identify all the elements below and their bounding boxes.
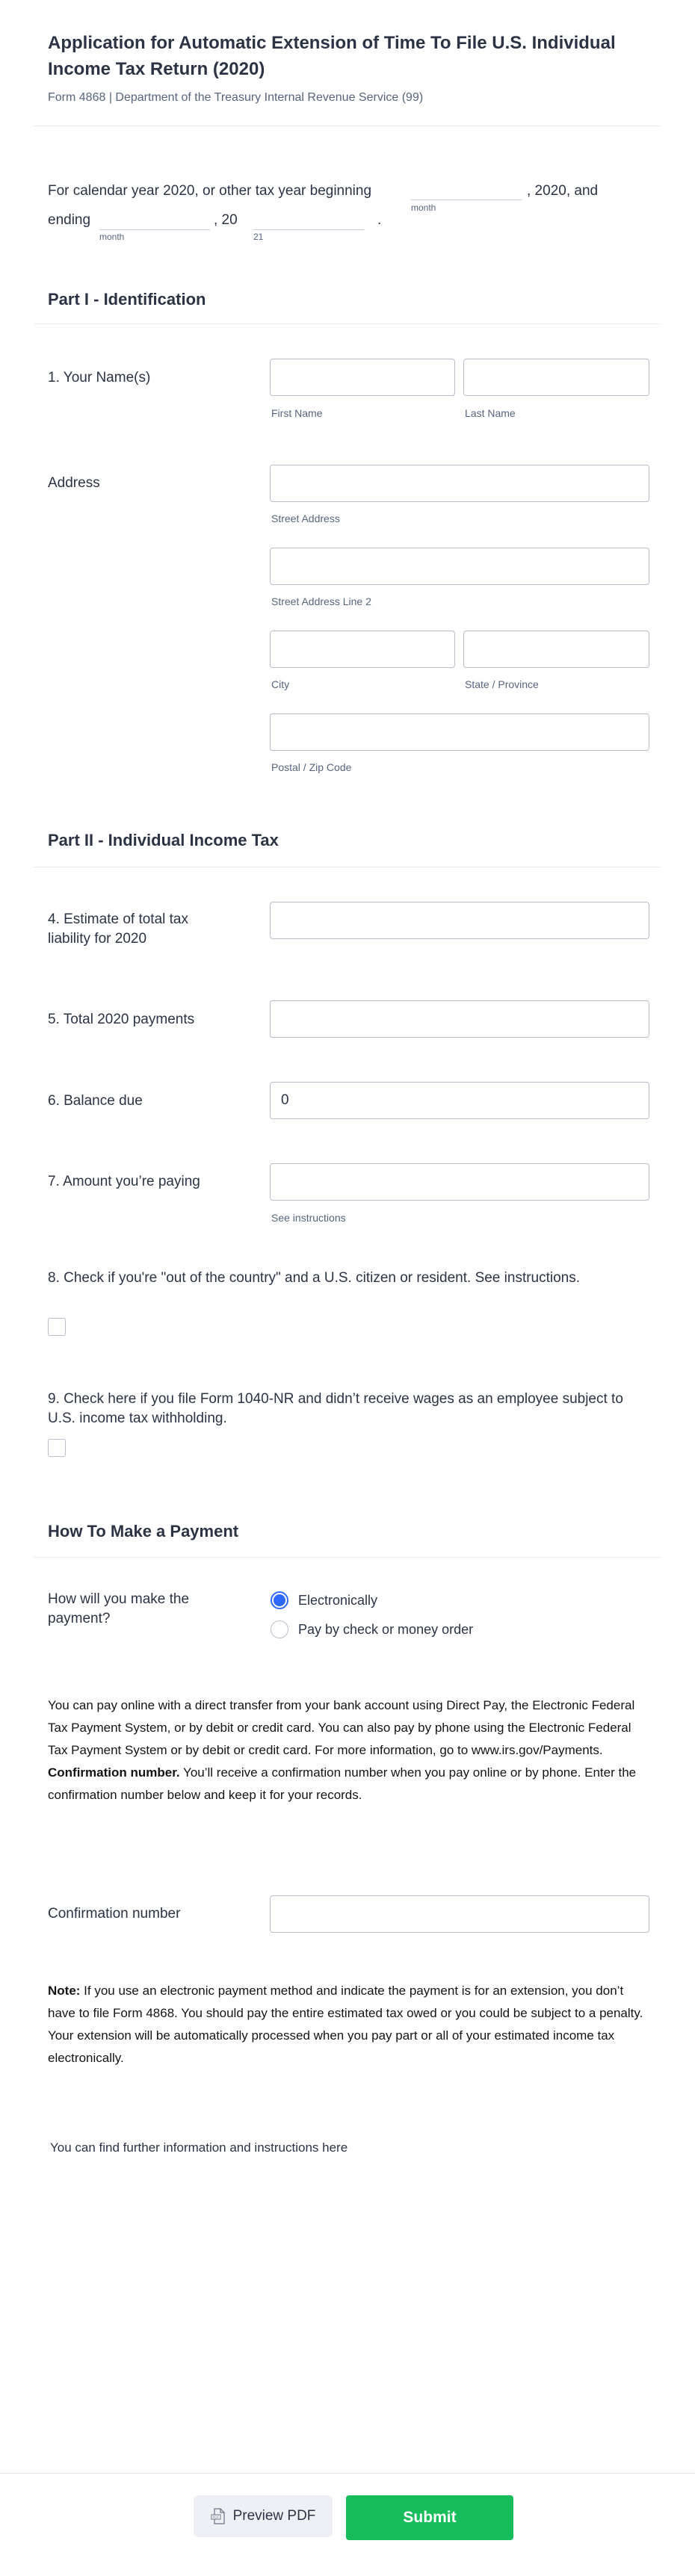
street-address-sublabel: Street Address [271,513,340,524]
q4-label: 4. Estimate of total tax liability for 2020 [48,911,188,947]
tax-year-ending: ending [48,212,91,228]
payment-info-bold: Confirmation number. [48,1765,180,1780]
zip-input[interactable] [270,713,649,751]
tax-year-prefix: For calendar year 2020, or other tax year beginning [48,183,372,199]
svg-text:PDF: PDF [212,2516,219,2520]
zip-sublabel: Postal / Zip Code [271,761,352,773]
note-text: If you use an electronic payment method and indicate the payment is for an extension, you don’t have to file Form 4868. You should pay the entire estimated tax owed or you could be subject to a penalty. Your extension will be automatically processed when you pay part or all of your estimated income tax electronically. [48,1984,643,2065]
city-sublabel: City [271,678,290,690]
radio-electronically[interactable] [271,1591,288,1609]
street-address-input[interactable] [270,465,649,502]
name-label: 1. Your Name(s) [48,370,151,386]
confirmation-label: Confirmation number [48,1906,181,1922]
end-year-field[interactable] [253,229,364,230]
payment-info-part2: You’ll receive a confirmation number when you pay online or by phone. Enter the confirmation number below and keep it for your records. [48,1765,637,1802]
last-name-sublabel: Last Name [465,407,516,419]
form-title: Application for Automatic Extension of Time To File U.S. Individual Income Tax Return (2020) [48,33,616,79]
preview-pdf-button[interactable] [194,2495,333,2537]
tax-year-century: , 20 [214,212,238,228]
further-info-link[interactable]: You can find further information and instructions here [50,2140,348,2155]
q9-label: 9. Check here if you file Form 1040-NR and didn’t receive wages as an employee subject to U.S. income tax withholding. [48,1391,623,1426]
payment-title: How To Make a Payment [48,1522,239,1541]
state-sublabel: State / Province [465,678,539,690]
end-month-field[interactable] [99,229,210,230]
payment-note [48,1980,646,2069]
street-address-line2-sublabel: Street Address Line 2 [271,595,371,607]
payment-method-label: How will you make the payment? [48,1591,190,1626]
q6-balance-input[interactable] [270,1082,649,1119]
end-year-label: 21 [253,232,264,242]
begin-month-field[interactable] [411,199,522,200]
preview-pdf-label: Preview PDF [232,2508,316,2524]
form-subtitle: Form 4868 | Department of the Treasury Internal Revenue Service (99) [48,91,424,104]
q7-sublabel: See instructions [271,1212,346,1224]
note-bold: Note: [48,1984,81,1998]
tax-year-period: . [377,212,382,228]
city-input[interactable] [270,631,455,668]
begin-month-label: month [411,202,436,213]
q7-label: 7. Amount you’re paying [48,1174,200,1189]
q9-checkbox[interactable] [48,1439,66,1457]
q4-estimate-input[interactable] [270,902,649,939]
q8-checkbox[interactable] [48,1318,66,1336]
radio-electronically-label[interactable]: Electronically [298,1593,378,1608]
first-name-sublabel: First Name [271,407,323,419]
radio-check-money-order[interactable] [271,1620,288,1638]
last-name-input[interactable] [463,359,649,396]
street-address-line2-input[interactable] [270,548,649,585]
pdf-file-icon [211,2508,226,2524]
tax-year-line-1 [48,182,371,200]
footer-divider [0,2473,695,2474]
payment-info-part1: You can pay online with a direct transfer from your bank account using Direct Pay, the Electronic Federal Tax Payment System, or by debit or credit card. You can also pay by phone using the Electronic Federal Tax Payment System or by debit or credit card. For more information, go to www.irs.gov/Payments. [48,1698,635,1757]
payment-divider [34,1557,661,1558]
q7-amount-input[interactable] [270,1163,649,1201]
q5-payments-input[interactable] [270,1000,649,1038]
part1-title: Part I - Identification [48,290,206,309]
radio-check-money-order-label[interactable]: Pay by check or money order [298,1622,474,1637]
end-month-label: month [99,232,125,242]
q5-label: 5. Total 2020 payments [48,1012,195,1027]
part2-title: Part II - Individual Income Tax [48,831,279,849]
address-label: Address [48,475,100,491]
first-name-input[interactable] [270,359,455,396]
tax-year-line-1-suffix: , 2020, and [527,183,599,199]
payment-info-text [48,1694,646,1806]
q8-label: 8. Check if you're "out of the country" and a U.S. citizen or resident. See instructions. [48,1270,581,1286]
q6-label: 6. Balance due [48,1093,143,1109]
state-input[interactable] [463,631,649,668]
part1-divider [34,323,661,324]
submit-button[interactable]: Submit [346,2495,513,2540]
confirmation-number-input[interactable] [270,1895,649,1933]
